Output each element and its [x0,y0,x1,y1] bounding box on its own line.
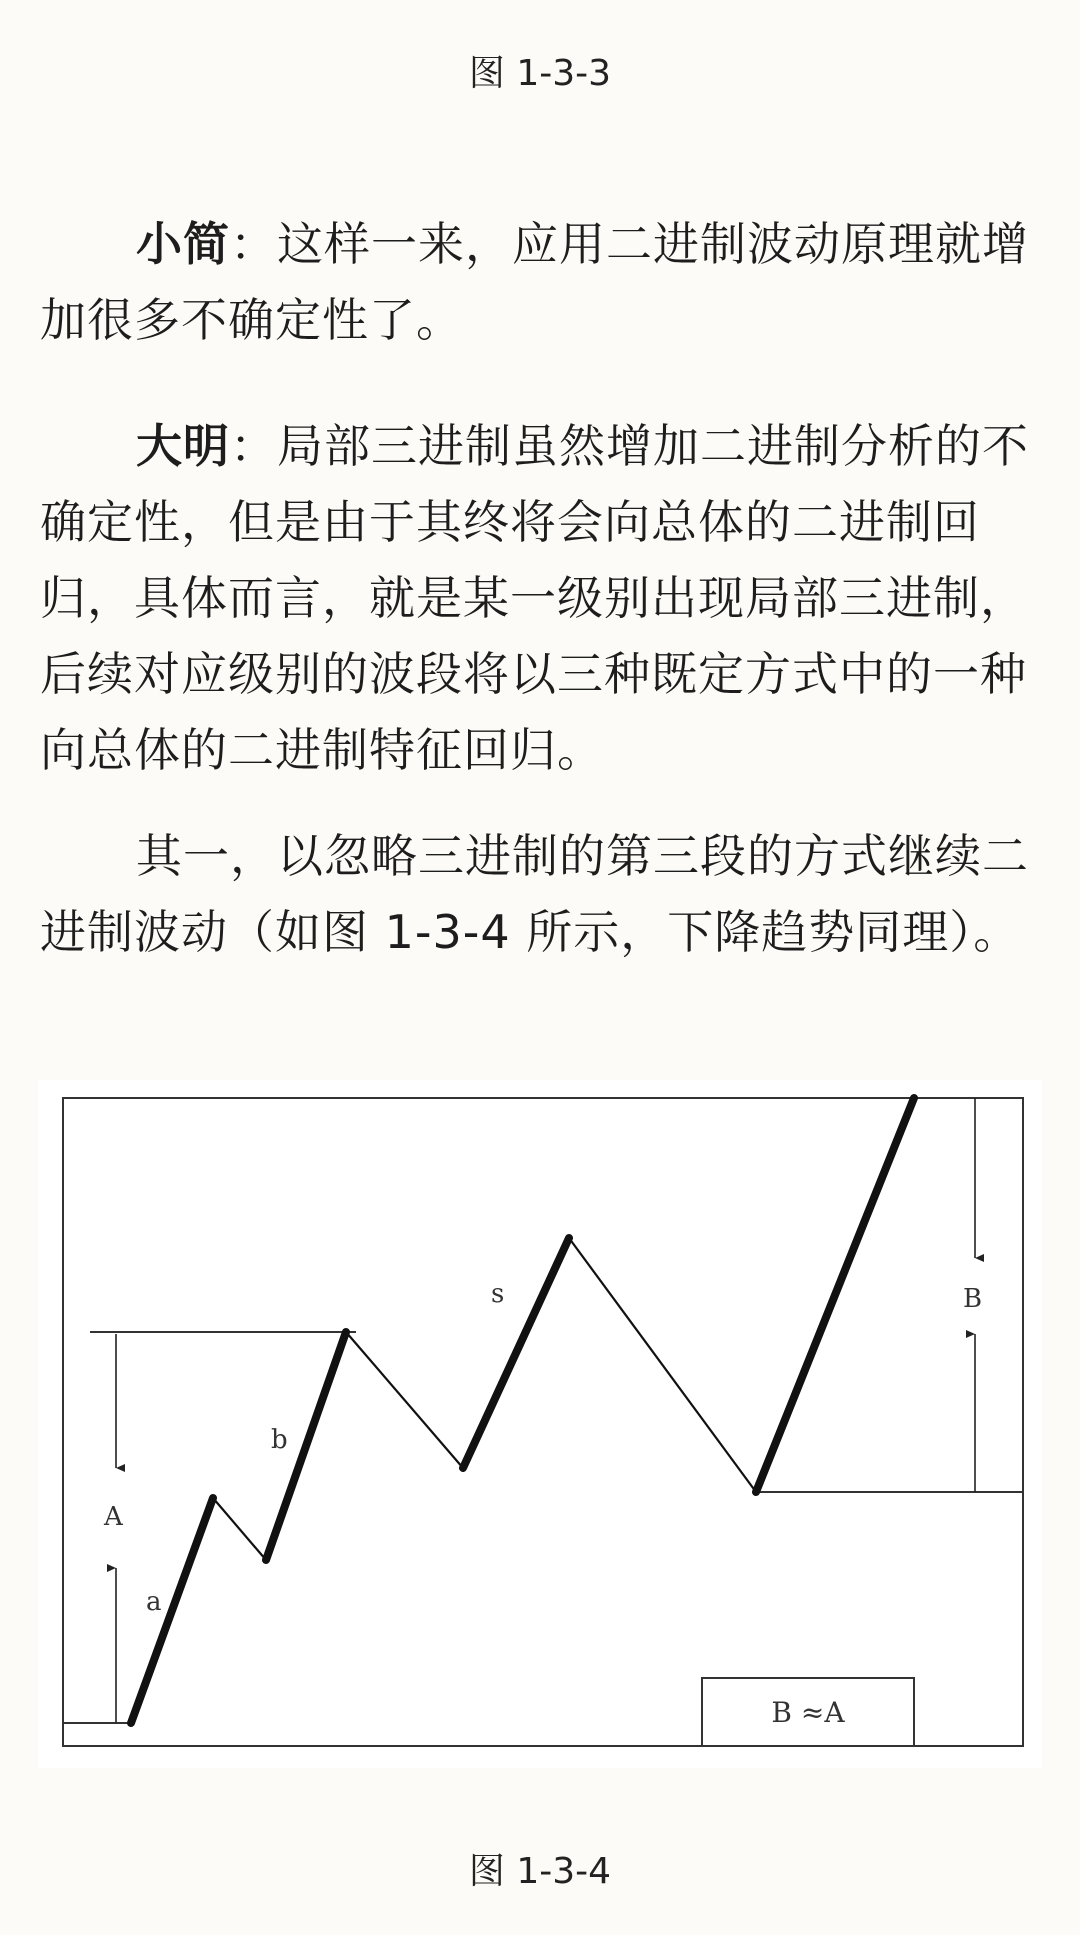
speaker-name: 小简 [136,217,230,271]
body-paragraph [40,818,1040,970]
wave-diagram-figure [38,1080,1042,1768]
figure-caption-top: 图 1-3-3 [468,53,612,94]
label-A: A [104,1502,123,1532]
wave-s-down [569,1238,756,1492]
label-s: s [491,1279,505,1309]
wave-diagram [38,1080,1042,1768]
figure-caption-bottom: 图 1-3-4 [468,1851,612,1892]
label-a: a [146,1587,162,1617]
dialogue-paragraph-xiaojian [40,206,1040,358]
speaker-name: 大明 [136,419,230,473]
paragraph-text: ：局部三进制虽然增加二进制分析的不确定性，但是由于其终将会向总体的二进制回归，具体而言，就是某一级别出现局部三进制，后续对应级别的波段将以三种既定方式中的一种向总体的二进制特征回归。 [40,419,1029,777]
ratio-label: B ≈A [771,1696,845,1729]
label-B: B [963,1284,983,1314]
dialogue-paragraph-daming [40,408,1040,788]
wave-b-down [346,1332,463,1468]
wave-a-down [213,1498,266,1560]
wave-a-up [131,1498,213,1723]
paragraph-text: ：这样一来，应用二进制波动原理就增加很多不确定性了。 [40,217,1029,347]
wave-final-up [756,1098,914,1492]
wave-s-up [463,1238,569,1468]
label-b: b [271,1425,288,1455]
paragraph-text: 其一，以忽略三进制的第三段的方式继续二进制波动（如图 1-3-4 所示，下降趋势同理）。 [40,829,1029,959]
